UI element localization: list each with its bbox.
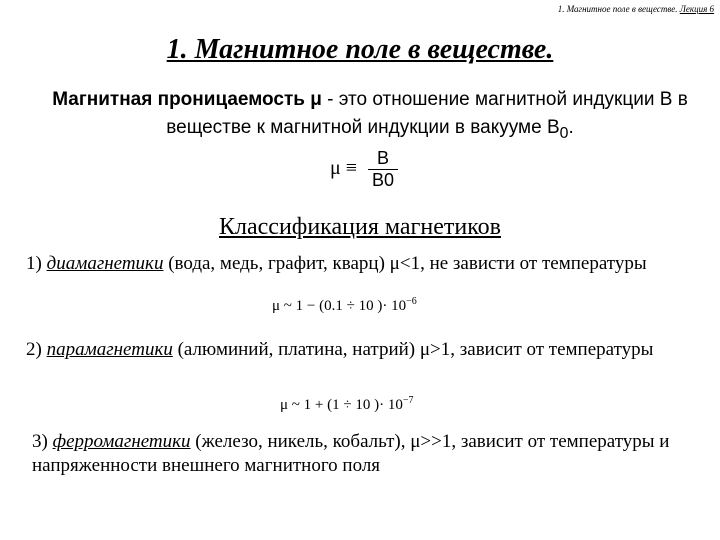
- diamagnetics-formula: [272, 296, 417, 315]
- item-text: (вода, медь, графит, кварц) μ<1, не зависти от температуры: [163, 253, 647, 274]
- list-item-ferromagnetics: [32, 430, 712, 478]
- list-item-paramagnetics: [26, 338, 706, 362]
- formula-lhs: μ ≡: [330, 157, 358, 180]
- formula-body: μ ~ 1 − (0.1 ÷ 10 )· 10: [272, 298, 407, 314]
- header-note: [558, 4, 714, 14]
- item-term: диамагнетики: [46, 253, 164, 274]
- formula-numerator: B: [368, 148, 398, 170]
- definition-subscript: 0: [559, 124, 569, 142]
- permeability-formula: [330, 148, 398, 191]
- page-title: 1. Магнитное поле в веществе.: [166, 34, 554, 65]
- formula-denominator: B0: [372, 170, 395, 190]
- definition-text: - это отношение магнитной индукции B в веществе к магнитной индукции в вакууме B: [166, 89, 688, 138]
- header-lecture-link[interactable]: Лекция 6: [679, 4, 714, 14]
- item-number: 2): [26, 339, 47, 360]
- item-number: 3): [32, 431, 53, 452]
- item-number: 1): [26, 253, 47, 274]
- formula-body: μ ~ 1 + (1 ÷ 10 )· 10: [280, 397, 403, 413]
- item-term: парамагнетики: [46, 339, 173, 360]
- definition-paragraph: [40, 86, 700, 148]
- header-note-text: 1. Магнитное поле в веществе.: [557, 4, 678, 14]
- list-item-diamagnetics: [26, 252, 706, 276]
- paramagnetics-formula: [280, 395, 413, 414]
- item-term: ферромагнетики: [52, 431, 191, 452]
- definition-end: .: [568, 117, 574, 138]
- formula-exponent: −7: [402, 395, 414, 406]
- formula-fraction: [368, 148, 398, 191]
- formula-exponent: −6: [406, 296, 417, 307]
- definition-term: Магнитная проницаемость μ: [52, 89, 322, 110]
- item-text: (алюминий, платина, натрий) μ>1, зависит от температуры: [172, 339, 654, 360]
- item-text: (железо, никель, кобальт), μ>>1, зависит от температуры и напряженности внешнего магнитного поля: [32, 431, 670, 476]
- section-title: Классификация магнетиков: [219, 214, 501, 240]
